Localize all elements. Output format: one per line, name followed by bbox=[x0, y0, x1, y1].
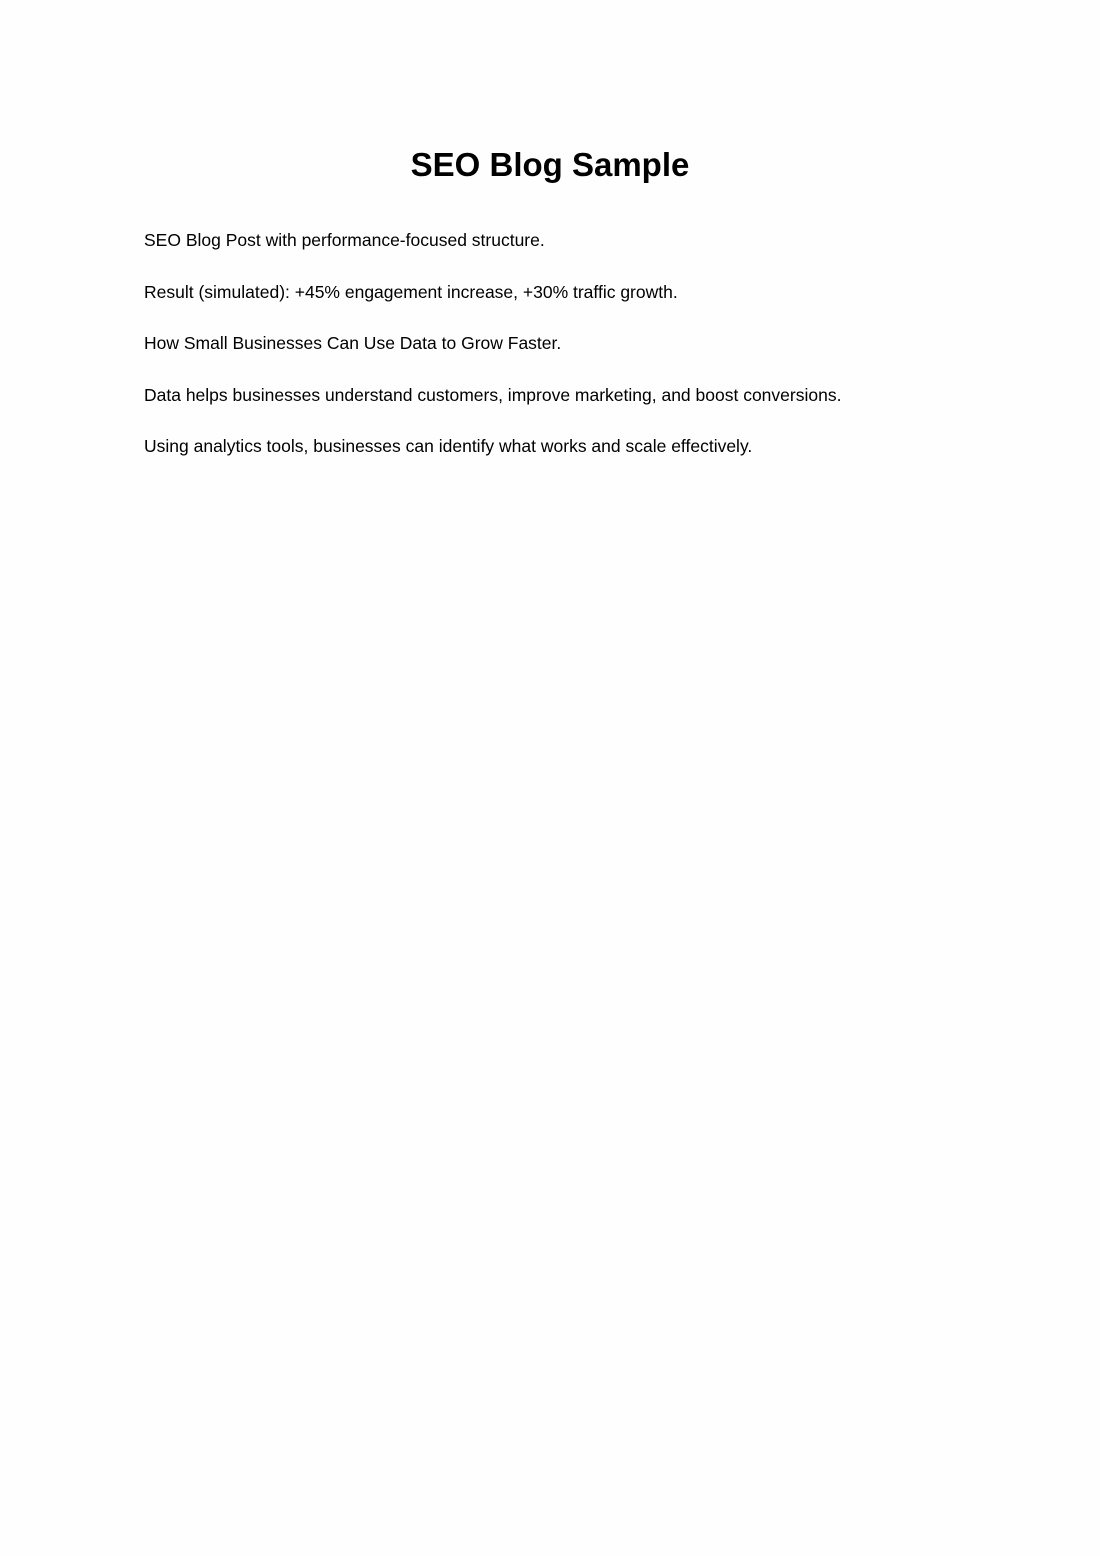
paragraph-data-benefits: Data helps businesses understand customers, improve marketing, and boost conversions. bbox=[144, 384, 842, 405]
paragraph-headline: How Small Businesses Can Use Data to Grow Faster. bbox=[144, 333, 562, 353]
document-title: SEO Blog Sample bbox=[410, 146, 690, 183]
paragraph-intro: SEO Blog Post with performance-focused structure. bbox=[144, 230, 545, 250]
document-body bbox=[144, 230, 964, 488]
paragraph-analytics: Using analytics tools, businesses can identify what works and scale effectively. bbox=[144, 436, 753, 456]
paragraph-result: Result (simulated): +45% engagement increase, +30% traffic growth. bbox=[144, 281, 678, 302]
